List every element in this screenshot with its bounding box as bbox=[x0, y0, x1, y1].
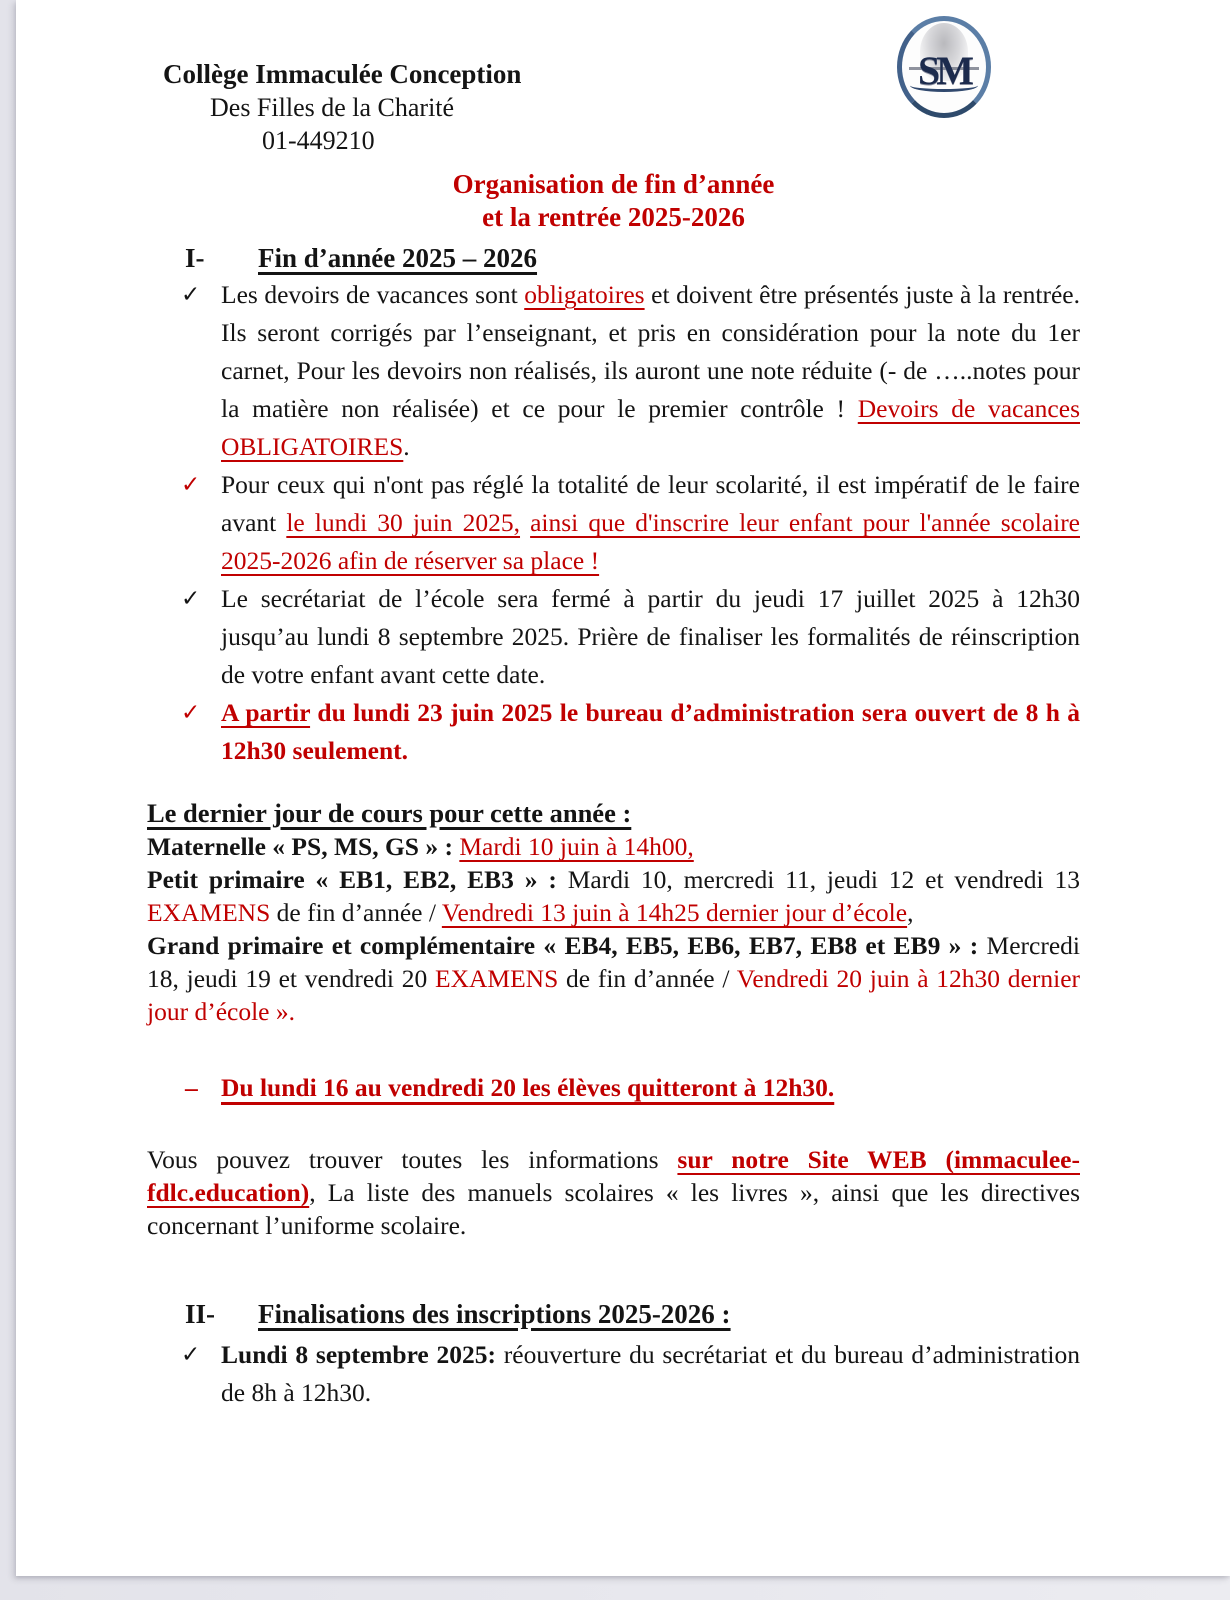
school-branch: Des Filles de la Charité bbox=[210, 93, 455, 122]
list-item-reopening bbox=[147, 1336, 1080, 1412]
document-title bbox=[147, 168, 1080, 234]
text-run-underline: A partir bbox=[221, 698, 311, 727]
list-item-tuition bbox=[147, 466, 1080, 580]
list-item-secretariat bbox=[147, 580, 1080, 694]
checkmark-icon: ✓ bbox=[181, 1342, 201, 1368]
text-run: Mardi 10, mercredi 11, jeudi 12 et vendredi 13 bbox=[567, 865, 1080, 894]
last-day-heading: Le dernier jour de cours pour cette année : bbox=[147, 798, 632, 828]
date-red-underline: Vendredi 13 juin à 14h25 dernier jour d’école bbox=[441, 898, 908, 927]
list-item-text bbox=[221, 580, 1080, 694]
text-run: Pour ceux qui n'ont pas réglé la totalité de leur scolarité, il est impératif de le faire avant bbox=[221, 470, 1080, 537]
list-item-text bbox=[221, 1336, 1080, 1412]
text-run-red-underline: Devoirs de vacances OBLIGATOIRES bbox=[221, 394, 1080, 461]
document-page bbox=[16, 0, 1230, 1576]
list-item-text bbox=[221, 276, 1080, 466]
grade-label: Petit primaire « EB1, EB2, EB3 » : bbox=[147, 865, 568, 894]
title-line-1: Organisation de fin d’année bbox=[452, 169, 775, 199]
list-item-text bbox=[221, 694, 1080, 770]
website-link-text: sur notre Site WEB (immaculee-fdlc.education) bbox=[147, 1145, 1080, 1207]
text-run: , La liste des manuels scolaires « les livres », ainsi que les directives concernant l’uniforme scolaire. bbox=[147, 1178, 1080, 1240]
dash-marker: – bbox=[185, 1073, 198, 1102]
text-run: , bbox=[907, 898, 914, 927]
dash-note-early-dismissal bbox=[147, 1070, 1080, 1106]
section-2-heading bbox=[147, 1297, 1080, 1332]
section-1-title: Fin d’année 2025 – 2026 bbox=[258, 243, 538, 273]
date-red-underline: Mardi 10 juin à 14h00, bbox=[459, 832, 694, 861]
date-bold: Lundi 8 septembre 2025: bbox=[221, 1340, 497, 1369]
last-day-maternelle bbox=[147, 830, 1080, 863]
website-paragraph bbox=[147, 1143, 1080, 1242]
grade-label: Maternelle « PS, MS, GS » : bbox=[147, 832, 460, 861]
section-1-list bbox=[147, 276, 1080, 770]
text-run: du lundi 23 juin 2025 le bureau d’administration sera ouvert de 8 h à 12h30 seulement. bbox=[221, 698, 1080, 765]
text-run-red-underline: obligatoires bbox=[524, 280, 645, 309]
checkmark-icon: ✓ bbox=[181, 700, 201, 726]
dash-note-text: Du lundi 16 au vendredi 20 les élèves quitteront à 12h30. bbox=[221, 1073, 835, 1102]
school-name: Collège Immaculée Conception bbox=[163, 59, 522, 89]
list-item-admin-office bbox=[147, 694, 1080, 770]
last-day-grand-primaire bbox=[147, 929, 1080, 1028]
text-run-red-underline: ainsi que d'inscrire leur enfant pour l'année scolaire 2025-2026 afin de réserver sa place ! bbox=[221, 508, 1080, 575]
date-red: Vendredi 20 juin à 12h30 dernier jour d’école ». bbox=[147, 964, 1081, 1026]
text-run: de fin d’année / bbox=[270, 898, 442, 927]
exams-red: EXAMENS bbox=[147, 898, 271, 927]
title-line-2: et la rentrée 2025-2026 bbox=[482, 202, 745, 232]
school-phone: 01-449210 bbox=[262, 126, 375, 155]
text-run: réouverture du secrétariat et du bureau d’administration de 8h à 12h30. bbox=[221, 1340, 1080, 1407]
logo-initials: SM bbox=[918, 48, 970, 93]
list-item-homework bbox=[147, 276, 1080, 466]
text-run: Les devoirs de vacances sont bbox=[221, 280, 525, 309]
checkmark-icon: ✓ bbox=[181, 472, 201, 498]
checkmark-icon: ✓ bbox=[181, 586, 201, 612]
section-2-list bbox=[147, 1336, 1080, 1412]
document-content bbox=[147, 58, 1080, 1576]
section-1-heading bbox=[147, 241, 1080, 276]
section-2-numeral: II- bbox=[185, 1299, 216, 1329]
checkmark-icon: ✓ bbox=[181, 282, 201, 308]
section-2-title: Finalisations des inscriptions 2025-2026 : bbox=[258, 1299, 731, 1329]
list-item-text bbox=[221, 466, 1080, 580]
text-run: . bbox=[403, 432, 410, 461]
section-1-numeral: I- bbox=[185, 243, 205, 273]
text-run: Mercredi 18, jeudi 19 et vendredi 20 bbox=[147, 931, 1080, 993]
text-run: et doivent être présentés juste à la rentrée. Ils seront corrigés par l’enseignant, et pris en considération pour la note du 1er carnet, Pour les devoirs non réalisés, ils auront une note réduite (- de …..notes pour la matière non réalisée) et ce pour le premier contrôle ! bbox=[221, 280, 1080, 423]
text-run-red-underline: le lundi 30 juin 2025, bbox=[286, 508, 521, 537]
letterhead bbox=[147, 58, 1080, 157]
text-run: de fin d’année / bbox=[558, 964, 737, 993]
last-day-block bbox=[147, 797, 1080, 1028]
text-run bbox=[520, 508, 530, 537]
last-day-petit-primaire bbox=[147, 863, 1080, 929]
grade-label: Grand primaire et complémentaire « EB4, EB5, EB6, EB7, EB8 et EB9 » : bbox=[147, 931, 987, 960]
text-run: Le secrétariat de l’école sera fermé à partir du jeudi 17 juillet 2025 à 12h30 jusqu’au lundi 8 septembre 2025. Prière de finaliser les formalités de réinscription de votre enfant avant cette date. bbox=[221, 584, 1080, 689]
exams-red: EXAMENS bbox=[435, 964, 559, 993]
text-run: Vous pouvez trouver toutes les informations bbox=[147, 1145, 678, 1174]
